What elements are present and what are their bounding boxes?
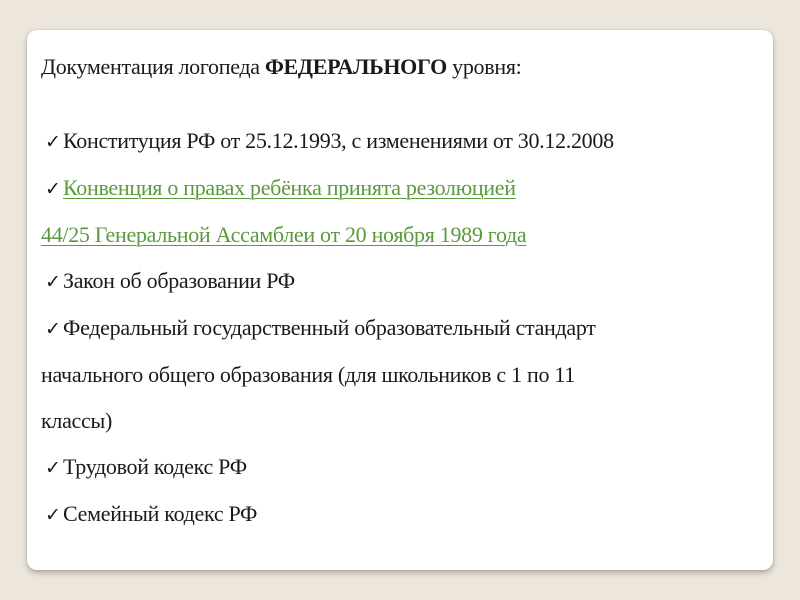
list-item-text: Семейный кодекс РФ (63, 501, 258, 526)
heading-suffix: уровня: (446, 54, 522, 79)
list-item-family-code (41, 491, 761, 538)
list-item-text: Конституция РФ от 25.12.1993, с изменениями от 30.12.2008 (63, 128, 614, 153)
list-item-labor-code (41, 444, 761, 491)
document-content (41, 44, 761, 538)
list-item-text-line-2: начального общего образования (для школьников с 1 по 11 (41, 362, 575, 387)
list-item-text: Трудовой кодекс РФ (63, 454, 247, 479)
checkmark-icon: ✓ (45, 457, 61, 479)
convention-link-line-2[interactable]: 44/25 Генеральной Ассамблеи от 20 ноября 1989 года (41, 222, 527, 247)
checkmark-icon: ✓ (45, 131, 61, 153)
spacer (41, 90, 761, 118)
checkmark-icon: ✓ (45, 318, 61, 340)
list-item-constitution (41, 118, 761, 165)
list-item-text-line-3: классы) (41, 408, 112, 433)
list-item-education-law (41, 258, 761, 305)
list-item-text-line-1: Федеральный государственный образовательный стандарт (63, 315, 596, 340)
heading-bold: ФЕДЕРАЛЬНОГО (264, 54, 447, 79)
list-item-fgos (41, 305, 761, 444)
slide-card (27, 30, 773, 570)
document-heading (41, 44, 761, 90)
checkmark-icon: ✓ (45, 178, 61, 200)
checkmark-icon: ✓ (45, 504, 61, 526)
heading-prefix: Документация логопеда (41, 54, 265, 79)
list-item-text: Закон об образовании РФ (63, 268, 295, 293)
list-item-convention[interactable] (41, 165, 761, 258)
convention-link-line-1[interactable]: Конвенция о правах ребёнка принята резолюцией (63, 175, 516, 200)
checkmark-icon: ✓ (45, 271, 61, 293)
